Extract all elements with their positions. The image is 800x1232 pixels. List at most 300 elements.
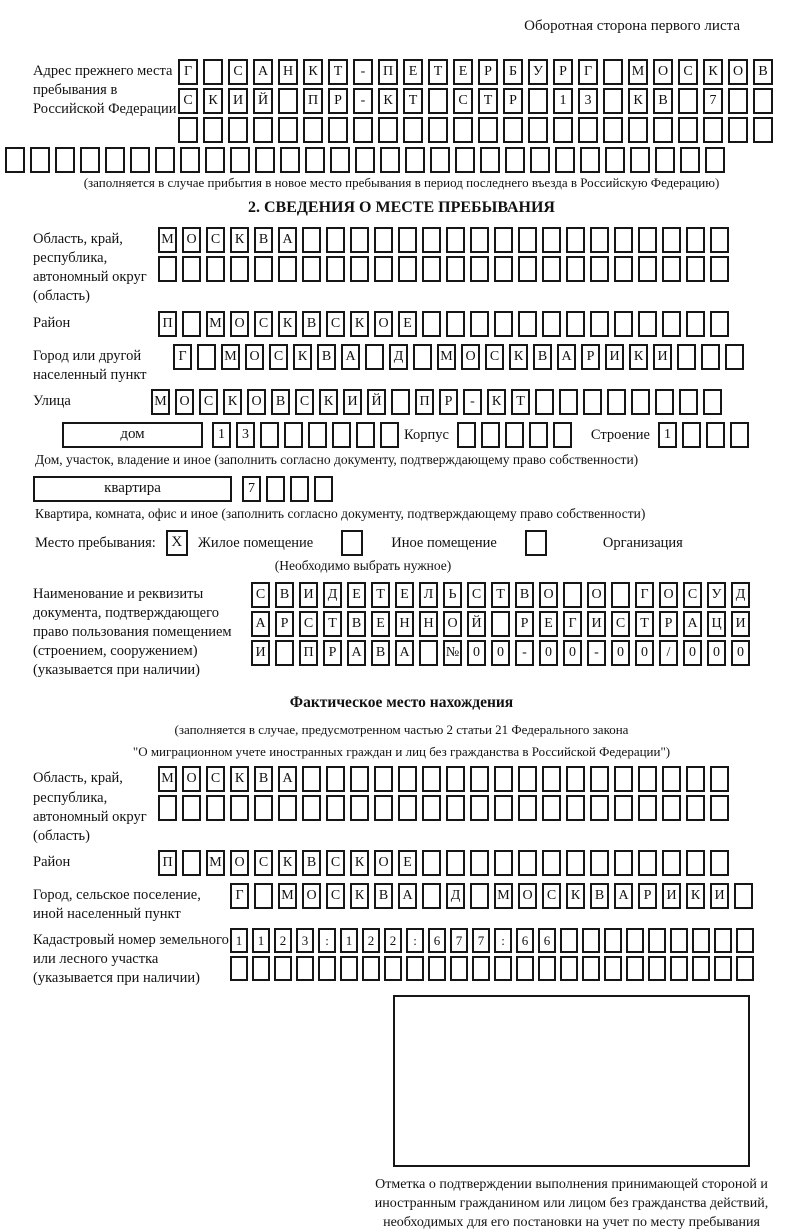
char-box[interactable]	[553, 422, 572, 448]
char-box[interactable]: М	[437, 344, 456, 370]
char-box[interactable]	[446, 227, 465, 253]
char-box[interactable]	[203, 117, 223, 143]
char-box[interactable]	[648, 928, 666, 953]
char-box[interactable]: К	[378, 88, 398, 114]
char-box[interactable]	[626, 928, 644, 953]
char-box[interactable]: С	[251, 582, 270, 608]
char-box[interactable]	[254, 256, 273, 282]
char-box[interactable]	[326, 795, 345, 821]
char-box[interactable]: 2	[274, 928, 292, 953]
char-box[interactable]: В	[317, 344, 336, 370]
char-box[interactable]: Т	[371, 582, 390, 608]
char-box[interactable]: У	[528, 59, 548, 85]
char-box[interactable]	[542, 795, 561, 821]
char-box[interactable]: Ь	[443, 582, 462, 608]
char-box[interactable]	[590, 256, 609, 282]
char-box[interactable]: П	[158, 311, 177, 337]
char-box[interactable]	[374, 256, 393, 282]
char-box[interactable]	[583, 389, 602, 415]
char-box[interactable]	[105, 147, 125, 173]
char-box[interactable]	[158, 256, 177, 282]
char-box[interactable]: О	[230, 311, 249, 337]
char-box[interactable]: К	[350, 883, 369, 909]
char-box[interactable]: Д	[389, 344, 408, 370]
char-box[interactable]	[614, 850, 633, 876]
char-box[interactable]: Р	[478, 59, 498, 85]
char-box[interactable]	[422, 795, 441, 821]
char-box[interactable]: 0	[563, 640, 582, 666]
char-box[interactable]	[278, 795, 297, 821]
char-box[interactable]	[332, 422, 351, 448]
char-box[interactable]	[542, 256, 561, 282]
char-box[interactable]: В	[254, 766, 273, 792]
char-box[interactable]: И	[251, 640, 270, 666]
char-box[interactable]: Т	[511, 389, 530, 415]
char-box[interactable]	[280, 147, 300, 173]
char-box[interactable]: А	[557, 344, 576, 370]
char-box[interactable]: М	[206, 311, 225, 337]
char-box[interactable]: Т	[328, 59, 348, 85]
char-box[interactable]: К	[278, 311, 297, 337]
char-box[interactable]: В	[254, 227, 273, 253]
char-box[interactable]: И	[662, 883, 681, 909]
char-box[interactable]: П	[378, 59, 398, 85]
char-box[interactable]	[566, 227, 585, 253]
char-box[interactable]: С	[206, 766, 225, 792]
char-box[interactable]	[692, 928, 710, 953]
char-box[interactable]: Р	[275, 611, 294, 637]
char-box[interactable]	[710, 850, 729, 876]
char-box[interactable]	[614, 311, 633, 337]
char-box[interactable]	[422, 227, 441, 253]
char-box[interactable]	[254, 795, 273, 821]
char-box[interactable]: М	[494, 883, 513, 909]
char-box[interactable]: -	[515, 640, 534, 666]
char-box[interactable]: 0	[491, 640, 510, 666]
char-box[interactable]: Н	[419, 611, 438, 637]
char-box[interactable]	[308, 422, 327, 448]
char-box[interactable]: М	[151, 389, 170, 415]
char-box[interactable]: С	[269, 344, 288, 370]
char-box[interactable]	[340, 956, 358, 981]
char-box[interactable]: В	[302, 850, 321, 876]
char-box[interactable]	[753, 117, 773, 143]
char-box[interactable]	[686, 227, 705, 253]
char-box[interactable]	[470, 227, 489, 253]
char-box[interactable]	[680, 147, 700, 173]
char-box[interactable]	[730, 422, 749, 448]
char-box[interactable]	[290, 476, 309, 502]
char-box[interactable]: И	[653, 344, 672, 370]
char-box[interactable]	[638, 256, 657, 282]
char-box[interactable]	[682, 422, 701, 448]
char-box[interactable]: К	[230, 227, 249, 253]
char-box[interactable]: С	[678, 59, 698, 85]
char-box[interactable]	[607, 389, 626, 415]
char-box[interactable]: Й	[467, 611, 486, 637]
char-box[interactable]	[296, 956, 314, 981]
char-box[interactable]	[350, 227, 369, 253]
char-box[interactable]	[380, 422, 399, 448]
char-box[interactable]	[518, 766, 537, 792]
char-box[interactable]	[648, 956, 666, 981]
char-box[interactable]	[481, 422, 500, 448]
char-box[interactable]: Т	[403, 88, 423, 114]
char-box[interactable]	[398, 256, 417, 282]
char-box[interactable]	[670, 956, 688, 981]
char-box[interactable]: В	[533, 344, 552, 370]
char-box[interactable]	[662, 227, 681, 253]
char-box[interactable]	[638, 311, 657, 337]
char-box[interactable]	[638, 766, 657, 792]
char-box[interactable]	[678, 117, 698, 143]
char-box[interactable]: Л	[419, 582, 438, 608]
char-box[interactable]	[728, 88, 748, 114]
char-box[interactable]	[422, 311, 441, 337]
char-box[interactable]: :	[494, 928, 512, 953]
char-box[interactable]	[655, 147, 675, 173]
char-box[interactable]: К	[350, 850, 369, 876]
char-box[interactable]: О	[659, 582, 678, 608]
char-box[interactable]	[566, 311, 585, 337]
char-box[interactable]	[446, 256, 465, 282]
char-box[interactable]	[305, 147, 325, 173]
char-box[interactable]: 7	[450, 928, 468, 953]
char-box[interactable]	[350, 766, 369, 792]
char-box[interactable]	[528, 88, 548, 114]
char-box[interactable]: Г	[578, 59, 598, 85]
char-box[interactable]	[55, 147, 75, 173]
char-box[interactable]	[406, 956, 424, 981]
char-box[interactable]	[628, 117, 648, 143]
char-box[interactable]: Й	[367, 389, 386, 415]
char-box[interactable]: Д	[731, 582, 750, 608]
char-box[interactable]	[470, 795, 489, 821]
char-box[interactable]: 0	[539, 640, 558, 666]
char-box[interactable]: Р	[503, 88, 523, 114]
char-box[interactable]	[542, 766, 561, 792]
char-box[interactable]: 7	[472, 928, 490, 953]
char-box[interactable]: К	[487, 389, 506, 415]
char-box[interactable]	[446, 311, 465, 337]
char-box[interactable]	[470, 256, 489, 282]
char-box[interactable]	[638, 850, 657, 876]
char-box[interactable]: А	[398, 883, 417, 909]
char-box[interactable]	[155, 147, 175, 173]
char-box[interactable]	[604, 956, 622, 981]
char-box[interactable]	[662, 850, 681, 876]
char-box[interactable]	[430, 147, 450, 173]
char-box[interactable]	[326, 227, 345, 253]
char-box[interactable]	[380, 147, 400, 173]
char-box[interactable]: О	[374, 311, 393, 337]
char-box[interactable]	[350, 256, 369, 282]
char-box[interactable]: Е	[539, 611, 558, 637]
char-box[interactable]: 2	[384, 928, 402, 953]
char-box[interactable]: В	[374, 883, 393, 909]
char-box[interactable]	[253, 117, 273, 143]
checkbox-residential[interactable]: X	[166, 530, 188, 556]
char-box[interactable]	[686, 850, 705, 876]
char-box[interactable]	[318, 956, 336, 981]
char-box[interactable]: С	[542, 883, 561, 909]
char-box[interactable]	[455, 147, 475, 173]
char-box[interactable]: 7	[703, 88, 723, 114]
char-box[interactable]: /	[659, 640, 678, 666]
char-box[interactable]: М	[278, 883, 297, 909]
char-box[interactable]	[505, 147, 525, 173]
char-box[interactable]	[353, 117, 373, 143]
char-box[interactable]	[566, 766, 585, 792]
char-box[interactable]: К	[628, 88, 648, 114]
char-box[interactable]: Д	[323, 582, 342, 608]
char-box[interactable]: Р	[581, 344, 600, 370]
char-box[interactable]: 1	[340, 928, 358, 953]
char-box[interactable]: П	[303, 88, 323, 114]
char-box[interactable]: С	[467, 582, 486, 608]
char-box[interactable]	[255, 147, 275, 173]
char-box[interactable]	[626, 956, 644, 981]
char-box[interactable]: О	[182, 227, 201, 253]
char-box[interactable]: 1	[212, 422, 231, 448]
char-box[interactable]: Е	[371, 611, 390, 637]
char-box[interactable]	[278, 88, 298, 114]
char-box[interactable]: Р	[439, 389, 458, 415]
char-box[interactable]: К	[319, 389, 338, 415]
char-box[interactable]	[505, 422, 524, 448]
char-box[interactable]: Е	[347, 582, 366, 608]
char-box[interactable]: М	[158, 766, 177, 792]
char-box[interactable]: В	[275, 582, 294, 608]
char-box[interactable]: О	[461, 344, 480, 370]
char-box[interactable]: М	[628, 59, 648, 85]
char-box[interactable]	[686, 256, 705, 282]
char-box[interactable]: 7	[242, 476, 261, 502]
char-box[interactable]: 0	[467, 640, 486, 666]
char-box[interactable]	[314, 476, 333, 502]
char-box[interactable]: О	[175, 389, 194, 415]
char-box[interactable]	[230, 956, 248, 981]
char-box[interactable]: К	[350, 311, 369, 337]
char-box[interactable]	[662, 766, 681, 792]
char-box[interactable]: В	[515, 582, 534, 608]
char-box[interactable]	[453, 117, 473, 143]
char-box[interactable]	[419, 640, 438, 666]
char-box[interactable]	[302, 766, 321, 792]
char-box[interactable]	[254, 883, 273, 909]
char-box[interactable]: Д	[446, 883, 465, 909]
char-box[interactable]	[566, 256, 585, 282]
char-box[interactable]	[374, 795, 393, 821]
char-box[interactable]: П	[299, 640, 318, 666]
char-box[interactable]: С	[683, 582, 702, 608]
char-box[interactable]	[182, 850, 201, 876]
char-box[interactable]	[580, 147, 600, 173]
char-box[interactable]: Т	[635, 611, 654, 637]
char-box[interactable]: Р	[515, 611, 534, 637]
char-box[interactable]: К	[509, 344, 528, 370]
char-box[interactable]	[278, 256, 297, 282]
char-box[interactable]: С	[178, 88, 198, 114]
char-box[interactable]: Р	[659, 611, 678, 637]
char-box[interactable]: В	[302, 311, 321, 337]
char-box[interactable]	[686, 766, 705, 792]
char-box[interactable]: О	[245, 344, 264, 370]
char-box[interactable]: К	[629, 344, 648, 370]
char-box[interactable]: Т	[323, 611, 342, 637]
char-box[interactable]: А	[614, 883, 633, 909]
char-box[interactable]	[518, 311, 537, 337]
char-box[interactable]	[542, 227, 561, 253]
char-box[interactable]: П	[415, 389, 434, 415]
char-box[interactable]: А	[253, 59, 273, 85]
char-box[interactable]	[470, 311, 489, 337]
char-box[interactable]	[180, 147, 200, 173]
char-box[interactable]	[328, 117, 348, 143]
char-box[interactable]	[197, 344, 216, 370]
char-box[interactable]	[553, 117, 573, 143]
checkbox-other-premises[interactable]	[341, 530, 363, 556]
char-box[interactable]	[398, 766, 417, 792]
char-box[interactable]	[472, 956, 490, 981]
char-box[interactable]	[638, 227, 657, 253]
char-box[interactable]	[603, 59, 623, 85]
char-box[interactable]	[428, 956, 446, 981]
char-box[interactable]: Т	[428, 59, 448, 85]
char-box[interactable]: К	[303, 59, 323, 85]
char-box[interactable]	[535, 389, 554, 415]
char-box[interactable]	[374, 227, 393, 253]
char-box[interactable]: Г	[563, 611, 582, 637]
char-box[interactable]	[403, 117, 423, 143]
char-box[interactable]: С	[295, 389, 314, 415]
char-box[interactable]	[679, 389, 698, 415]
char-box[interactable]	[611, 582, 630, 608]
char-box[interactable]: И	[731, 611, 750, 637]
char-box[interactable]: К	[203, 88, 223, 114]
char-box[interactable]: К	[293, 344, 312, 370]
char-box[interactable]: 3	[296, 928, 314, 953]
char-box[interactable]: С	[199, 389, 218, 415]
char-box[interactable]	[278, 117, 298, 143]
char-box[interactable]: Т	[491, 582, 510, 608]
char-box[interactable]	[494, 956, 512, 981]
char-box[interactable]	[350, 795, 369, 821]
char-box[interactable]	[206, 795, 225, 821]
char-box[interactable]	[356, 422, 375, 448]
char-box[interactable]	[516, 956, 534, 981]
char-box[interactable]: -	[587, 640, 606, 666]
char-box[interactable]	[559, 389, 578, 415]
char-box[interactable]	[714, 928, 732, 953]
char-box[interactable]	[362, 956, 380, 981]
char-box[interactable]: С	[326, 311, 345, 337]
char-box[interactable]	[80, 147, 100, 173]
char-box[interactable]: В	[271, 389, 290, 415]
char-box[interactable]	[706, 422, 725, 448]
char-box[interactable]	[555, 147, 575, 173]
char-box[interactable]	[326, 256, 345, 282]
char-box[interactable]	[705, 147, 725, 173]
char-box[interactable]: С	[611, 611, 630, 637]
char-box[interactable]	[630, 147, 650, 173]
char-box[interactable]: К	[278, 850, 297, 876]
char-box[interactable]	[701, 344, 720, 370]
char-box[interactable]	[446, 766, 465, 792]
char-box[interactable]: -	[463, 389, 482, 415]
char-box[interactable]: Е	[453, 59, 473, 85]
char-box[interactable]	[428, 117, 448, 143]
char-box[interactable]: 3	[236, 422, 255, 448]
char-box[interactable]: Г	[178, 59, 198, 85]
char-box[interactable]	[530, 147, 550, 173]
char-box[interactable]	[728, 117, 748, 143]
char-box[interactable]	[603, 117, 623, 143]
char-box[interactable]	[590, 311, 609, 337]
char-box[interactable]	[422, 766, 441, 792]
char-box[interactable]	[398, 227, 417, 253]
char-box[interactable]	[252, 956, 270, 981]
char-box[interactable]	[725, 344, 744, 370]
char-box[interactable]	[710, 795, 729, 821]
char-box[interactable]: С	[485, 344, 504, 370]
char-box[interactable]: С	[228, 59, 248, 85]
char-box[interactable]	[228, 117, 248, 143]
char-box[interactable]	[686, 795, 705, 821]
char-box[interactable]	[494, 795, 513, 821]
char-box[interactable]	[374, 766, 393, 792]
char-box[interactable]: Е	[395, 582, 414, 608]
char-box[interactable]: И	[228, 88, 248, 114]
char-box[interactable]: В	[653, 88, 673, 114]
char-box[interactable]	[130, 147, 150, 173]
char-box[interactable]	[326, 766, 345, 792]
char-box[interactable]: К	[686, 883, 705, 909]
char-box[interactable]	[365, 344, 384, 370]
char-box[interactable]: :	[406, 928, 424, 953]
char-box[interactable]	[302, 227, 321, 253]
char-box[interactable]	[710, 766, 729, 792]
char-box[interactable]	[670, 928, 688, 953]
char-box[interactable]: Е	[403, 59, 423, 85]
char-box[interactable]: Г	[230, 883, 249, 909]
char-box[interactable]: -	[353, 88, 373, 114]
char-box[interactable]: Т	[478, 88, 498, 114]
char-box[interactable]	[605, 147, 625, 173]
char-box[interactable]: О	[182, 766, 201, 792]
char-box[interactable]	[692, 956, 710, 981]
char-box[interactable]: 3	[578, 88, 598, 114]
char-box[interactable]	[302, 795, 321, 821]
char-box[interactable]	[480, 147, 500, 173]
char-box[interactable]	[378, 117, 398, 143]
char-box[interactable]: Р	[323, 640, 342, 666]
char-box[interactable]	[5, 147, 25, 173]
char-box[interactable]	[470, 850, 489, 876]
char-box[interactable]	[566, 795, 585, 821]
char-box[interactable]	[710, 256, 729, 282]
char-box[interactable]: А	[341, 344, 360, 370]
char-box[interactable]: 0	[635, 640, 654, 666]
char-box[interactable]	[614, 256, 633, 282]
char-box[interactable]: М	[221, 344, 240, 370]
char-box[interactable]	[446, 795, 465, 821]
char-box[interactable]	[518, 227, 537, 253]
char-box[interactable]	[30, 147, 50, 173]
char-box[interactable]	[566, 850, 585, 876]
char-box[interactable]: В	[753, 59, 773, 85]
char-box[interactable]	[563, 582, 582, 608]
